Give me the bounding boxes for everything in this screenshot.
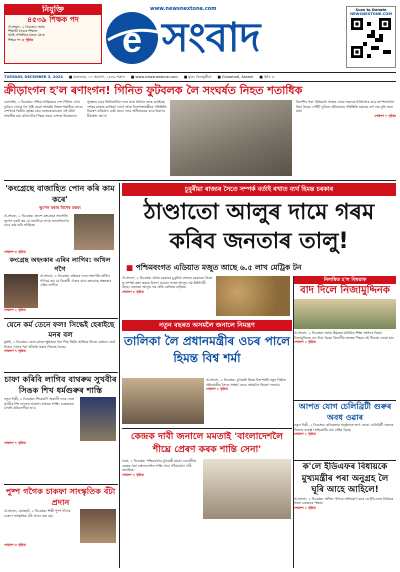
top-headline[interactable]: ক্ৰীড়াংগন হ'ল ৰণাংগন! গিনিত ফুটবলক লৈ সংঘৰ্ষত নিহত শতাধিক — [4, 84, 303, 97]
edf-story — [294, 462, 396, 570]
dateline-place: ■ Guwahati, Assam — [217, 75, 254, 79]
job-ad-line: ঔ-সংবাদ, ২ ডিচেম্বৰ: অসম — [8, 25, 45, 29]
sukhbir-photo — [80, 397, 116, 441]
logo[interactable] — [104, 8, 344, 70]
pushpa-story — [4, 486, 117, 570]
top-story-more-link[interactable]: শেষাংশ ৭ পৃষ্ঠাত — [374, 113, 396, 118]
quote-story-more-link[interactable]: শেষাংশ ৩ পৃষ্ঠাত — [4, 250, 26, 254]
top-story — [4, 100, 292, 178]
mamata-body: ঢাকা, ২ ডিচেম্বৰ: পশ্চিমবংগৰ মুখ্যমন্ত্ৰী মমতা বেনাৰ্জীয়ে কেন্দ্ৰৰ পৰা বাংলাদেশলৈ শান্তি সেনা পঠিয়াবলৈ দাবী জনাইছে। — [122, 459, 197, 473]
celebrity-title[interactable]: আপত যোগ চেলিব্ৰিটী গুৰুৰ অবধ ওৱাৰ — [298, 402, 392, 422]
job-ad-title: নিযুক্তি — [5, 5, 101, 15]
dateline-price: ■ মূল্য: বিনামূলীয়া — [183, 75, 212, 79]
main-subhead: ■ পশ্চিমবংগত এডিয়াত মজুত আছে ৬.৫ লাখ মেট্ৰিক টন — [126, 263, 302, 272]
job-ad-more-link[interactable]: ৪ পৃষ্ঠাত — [21, 37, 34, 42]
sukhbir-body: নতুন দিল্লী, ২ ডিচেম্বৰ: শিৰোমণি অকালী দলৰ নেতা সুখবীৰ সিং বাদলক আকাল তখতৰ শাস্তি। গুৰুদ্বাৰত চাফাই কৰিবলগীয়া হ'ব। — [4, 397, 75, 411]
nizamuddin-more-link[interactable]: শেষাংশ ২ পৃষ্ঠাত — [294, 340, 316, 345]
dateline-date: TUESDAY, DECEMBER 3, 2024 — [4, 75, 63, 79]
celebrity-more-link[interactable]: শেষাংশ ২ পৃষ্ঠাত — [294, 432, 316, 437]
dateline — [4, 73, 396, 81]
mamata-photo — [203, 459, 291, 519]
dateline-bengali-date: ■ মঙলবাৰ, ১৭ অঘোণ, ১৯৪৬ শকাব্দ — [68, 75, 125, 79]
logo-e-letter: e — [121, 19, 143, 60]
logo-text: সংবাদ — [162, 15, 261, 61]
qr-code-icon — [351, 18, 391, 58]
mamata-more-link[interactable]: শেষাংশ ৭ পৃষ্ঠাত — [122, 472, 144, 477]
qr-site: NEWSNEXTONE.COM — [350, 12, 392, 16]
pushpa-more-link[interactable]: শেষাংশ ৩ পৃষ্ঠাত — [4, 543, 26, 547]
akhil-story-body: ঔ-সংবাদ, ২ ডিচেম্বৰ: ৰাইজৰ দলৰ সভাপতি অখিল গগৈয়ে কয় যে বিৰোধী ঐক্যৰ বাবে কংগ্ৰেছে অহংকাৰ এৰিব লাগিব। — [40, 274, 112, 288]
main-subhead-text: পশ্চিমবংগত এডিয়াত মজুত আছে ৬.৫ লাখ মেট্ৰিক টন — [135, 263, 302, 272]
top-story-col: বিদেশীৰ পৰা: ইতিমধ্যে আহত লোক সকলক চিকিৎসাৰ বাবে হাস্পতাললৈ নিয়া হৈছে। পেটিট ফুটবল ষ্টেডিয়ামৰ পৰিস্থিতি ভয়াবহ ৰূপ লয় বুলি জনা যায়। — [296, 100, 395, 114]
quote-story-body: ঔ-সংবাদ, ২ ডিচেম্বৰ: প্ৰদেশ কংগ্ৰেছৰ সভাপতি ভূপেন বৰাই কয় যে দলটোৱে সদায় জনসাধাৰণৰ বাবে কাম কৰি আহিছে। — [4, 214, 69, 228]
qr-donate-box[interactable] — [346, 6, 396, 68]
akhil-story-title[interactable]: কংগ্ৰেছ অহংকাৰ এৰিব লাগিব: অখিল গগৈ — [9, 256, 111, 274]
mamata-headline[interactable]: কেন্দ্ৰক দাবী জনালে মমতাই 'বাংলাদেশলৈ শীঘ্ৰে প্ৰেৰণ কৰক শান্তি সেনা' — [130, 431, 284, 455]
job-ad-line: আহি সাম্প্ৰতিক মাহত মোহে — [8, 33, 45, 38]
qr-title: Scan to Donate — [355, 8, 387, 12]
main-more-link[interactable]: শেষাংশ ৫ পৃষ্ঠাত — [122, 289, 144, 294]
siddhe-story — [4, 320, 117, 370]
main-body-text: ঔ-সংবাদ, ২ ডিচেম্বৰ: অসম চৰকাৰে চুবুৰীয়া ৰাজ্যৰ চৰকাৰৰ সৈতে সু-সম্পৰ্ক ৰক্ষা কৰাত বিফল হোৱাৰ ফলত আলুৰ দাম ঊৰ্ধ্বগামী হৈছে। বজাৰত আলুৰ দাম প্ৰতি কেজিত বাঢ়িছে। — [122, 276, 213, 290]
akhil-story-more-link[interactable]: শেষাংশ ২ পৃষ্ঠাত — [4, 308, 26, 313]
sukhbir-title[interactable]: চাফা কৰিবি লাগিব বাথৰুম সুখবীৰ সিঙক শিখ ধৰ্মগুৰুৰ শাস্তি — [4, 374, 117, 395]
main-body — [122, 276, 214, 316]
siddhe-title[interactable]: যেনে কৰ্ম তেনে ফল! সিদ্ধেই হেৰাইছে মনৰ বল — [6, 320, 115, 339]
edf-more-link[interactable]: শেষাংশ ২ পৃষ্ঠাত — [294, 505, 316, 510]
mid-story-more-link[interactable]: শেষাংশ ২ পৃষ্ঠাত — [206, 387, 228, 392]
quote-story-title[interactable]: 'কংগ্ৰেছে বাজাহিত পোন কৰি কাম কৰে' — [5, 184, 115, 204]
mid-story-body — [206, 378, 292, 426]
job-ad-box[interactable] — [4, 4, 102, 64]
logo-e-icon — [104, 10, 160, 66]
mid-story-body-text: ঔ-সংবাদ, ২ ডিচেম্বৰ: মুখ্যমন্ত্ৰী হিমন্ত বিশ্ব শৰ্মাই নতুন দিল্লীত প্ৰধানমন্ত্ৰীৰ সৈতে সাক্ষাৎ কৰে। অসমলৈ নিমন্ত্ৰণ জনায়। — [206, 378, 286, 387]
website-top[interactable]: www.newsnextone.com — [150, 6, 217, 12]
sukhbir-more-link[interactable]: শেষাংশ ৭ পৃষ্ঠাত — [4, 441, 26, 445]
riot-photo — [170, 100, 292, 176]
main-banner[interactable]: চুবুৰীয়া ৰাজ্যৰ সৈতে সম্পৰ্ক বৰ্তাই ৰখাত ব্যৰ্থ হিমন্ত চৰকাৰ — [122, 183, 396, 196]
top-story-right — [296, 100, 396, 178]
sukhbir-story — [4, 374, 117, 482]
quote-story — [4, 183, 116, 315]
nizamuddin-label: নিলম্বিত হ'ল বিষয়াক — [294, 276, 396, 284]
top-story-col: কোনাক্ৰি, ২ ডিচেম্বৰ: পশ্চিম আফ্ৰিকাৰ দেশ গিনিত এখন ফুটবল খেলক লৈ সৃষ্টি হোৱা সংঘৰ্ষত নিহত শতাধিক লোক। দেশখনৰ দ্বিতীয় বৃহত্তম চহৰ নজেৰেকোৰেত এই ঘটনা সংঘটিত হয়। ঘটনাটোৰ পিছত সমগ্ৰ দেশতে উত্তেজনা। — [4, 100, 83, 118]
top-story-col: সুৰক্ষাৰ বাবে তিনিজনীয়া দলৰ দ্বাৰা ঘটনাৰ তদন্ত চলাইছে। দৰ্শকৰ মাজত কাজিয়া লাগে আৰু নিৰাপত্তাৰক্ষীয়ে পৰিস্থিতি নিয়ন্ত্ৰণ কৰিবলৈ চেষ্টা কৰে। দলৰ অধিনায়কৰ বাবে বিবাদৰ মীমাংসা নহ'ল। — [87, 100, 167, 118]
nizamuddin-photo — [294, 299, 396, 329]
pushpa-title[interactable]: পুষ্প গগৈক চাকফা সাংস্কৃতিক বঁটা প্ৰদান — [5, 486, 116, 507]
job-ad-line: শিক্ষক পদ — [8, 37, 21, 42]
job-ad-line: শিক্ষাদ্ধী হাওৰে শিক্ষাত — [8, 29, 38, 34]
pm-meeting-photo — [122, 378, 204, 424]
celebrity-body: নতুন দিল্লী, ২ ডিচেম্বৰ: কলিকতাৰ অনুষ্ঠানত ভাগ লোৱা চেলিব্ৰিটী সকলৰ বিৰুদ্ধে ব্যৱস্থা। হাইকোৰ্টৰ ৰায় বাহিৰ হৈছে। — [294, 423, 394, 432]
pushpa-body: ঔ-সংবাদ, যোৰহাট, ২ ডিচেম্বৰ: শিল্পী পুষ্প গগৈক চাকফা সাংস্কৃতিক বঁটা প্ৰদান কৰা হয়। — [4, 509, 71, 518]
siddhe-body: মুম্বাই, ২ ডিচেম্বৰ: কোন-কাৰো ক্ষুণ্ণতাৰ পৰা পিছ হুঁহকি আহিছে সিদ্ধে। বৰ্তমান তেওঁ নিজৰ খেলৰ পৰা আঁতৰি থকাৰ সিদ্ধান্ত লৈছে। — [4, 340, 116, 349]
pushpa-photo — [80, 509, 116, 543]
mid-banner[interactable]: নতুন বছৰত অসমলৈ জনালে নিমন্ত্ৰণ — [122, 320, 292, 331]
mid-story-headline[interactable]: তালিকা লৈ প্ৰধানমন্ত্ৰীৰ ওচৰ পালে হিমন্ত বিশ্ব শৰ্মা — [123, 334, 291, 365]
nizamuddin-title[interactable]: বাদ দিলে নিজামুদ্দিনক — [300, 285, 390, 296]
quote-story-sub: ভূপেন বৰাৰ বিশেষ মন্তব্য — [39, 205, 81, 210]
mamata-story — [122, 430, 292, 570]
bhupen-bora-photo — [74, 214, 114, 250]
nizamuddin-story — [294, 276, 396, 398]
dateline-pages: ■ পৃষ্ঠা: ৪ — [259, 75, 275, 79]
dateline-site[interactable]: ■ www.newsnextone.com — [130, 75, 178, 79]
main-headline[interactable]: ঠাণ্ডাতো আলুৰ দামে গৰম কৰিব জনতাৰ তালু! — [143, 200, 375, 254]
job-ad-sub: ৪৫৩৯ শিক্ষক পদ — [27, 15, 79, 24]
akhil-gogoi-photo — [4, 274, 38, 308]
siddhe-more-link[interactable]: শেষাংশ ৭ পৃষ্ঠাত — [4, 349, 26, 354]
edf-body: ঔ-সংবাদ, ২ ডিচেম্বৰ: অখিল গগৈয়ে অভিযোগ কৰে যে ইডিএফৰ বিধায়ক সকল চৰকাৰৰ পক্ষত। — [294, 496, 394, 506]
celebrity-story — [294, 401, 396, 459]
edf-title[interactable]: ক'লে ইডিএফৰ বিধায়কে মুখ্যমন্ত্ৰীৰ পৰা অনুগ্ৰহ লৈ ঘূৰি আহে আহিলে! — [301, 462, 389, 495]
potato-photo — [216, 276, 290, 316]
nizamuddin-body: ঔ-সংবাদ, ২ ডিচেম্বৰ: অসম উচ্চতৰ মাধ্যমিক শিক্ষা সংসদৰ বিষয়া নিজামুদ্দিনক বাদ দিয়া হৈছে। বিভাগীয় তদন্তৰ পিছত এই সিদ্ধান্ত লোৱা হয়। — [294, 331, 394, 340]
